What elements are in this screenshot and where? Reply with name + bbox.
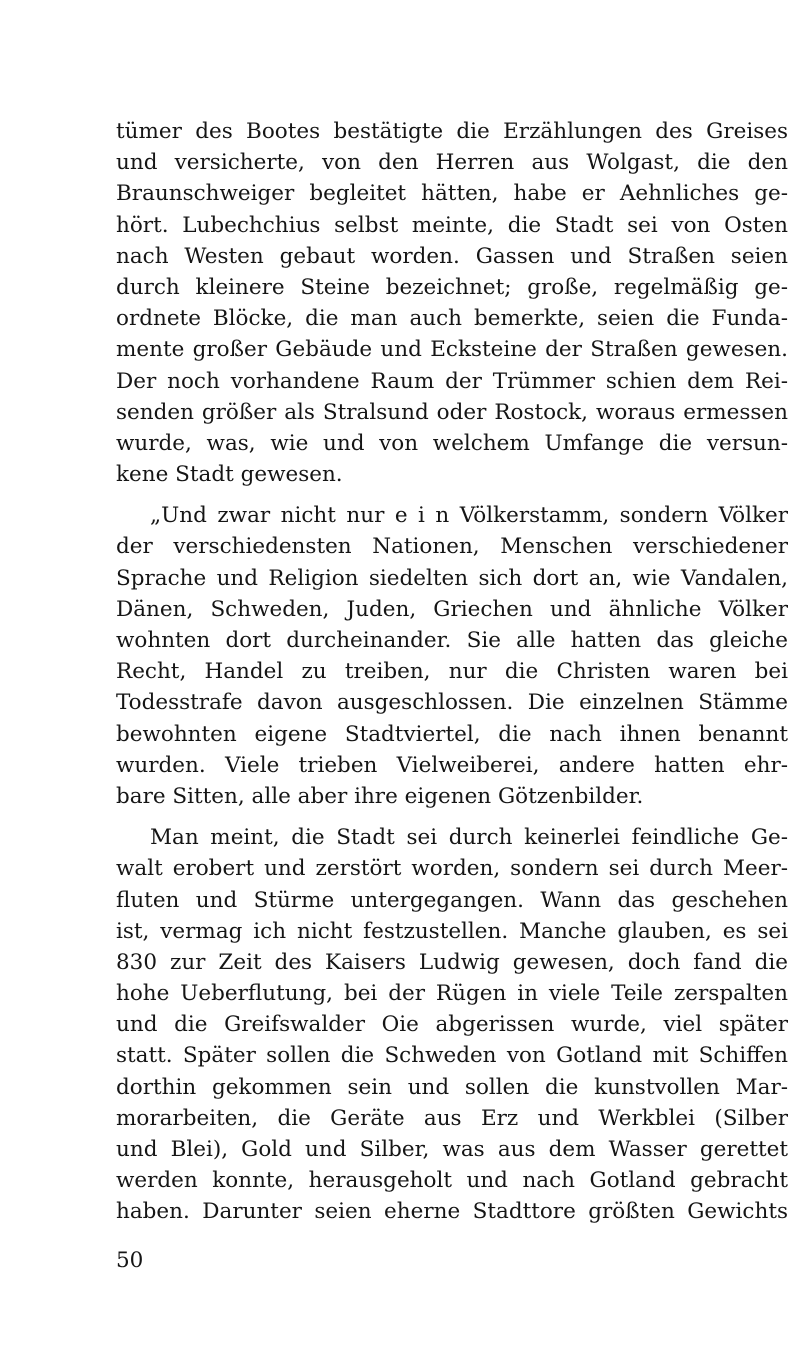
body-text	[116, 116, 788, 1228]
text-line: Todesstrafe davon ausgeschlossen. Die einzelnen Stämme	[116, 690, 788, 716]
text-line: dorthin gekommen sein und sollen die kunstvollen Mar-	[116, 1074, 788, 1100]
paragraph-3	[116, 822, 788, 1227]
text-line: Sprache und Religion siedelten sich dort an, wie Vandalen,	[116, 565, 788, 591]
text-line: Dänen, Schweden, Juden, Griechen und ähnliche Völker	[116, 596, 788, 622]
text-line: Man meint, die Stadt sei durch keinerlei feindliche Ge-	[150, 825, 788, 851]
paragraph-gap	[116, 812, 788, 822]
paragraph-2	[116, 500, 788, 812]
text-line: Braunschweiger begleitet hätten, habe er Aehnliches ge-	[116, 181, 788, 207]
text-line: und die Greifswalder Oie abgerissen wurde, viel später	[116, 1012, 788, 1038]
text-line: und Blei), Gold und Silber, was aus dem Wasser gerettet	[116, 1137, 788, 1162]
text-line: haben. Darunter seien eherne Stadttore größten Gewichts	[116, 1199, 788, 1225]
text-line: und versicherte, von den Herren aus Wolgast, die den	[116, 150, 788, 176]
text-line: hohe Ueberflutung, bei der Rügen in viele Teile zerspalten	[116, 981, 788, 1007]
text-line: durch kleinere Steine bezeichnet; große, regelmäßig ge-	[116, 274, 788, 300]
text-line: der verschiedensten Nationen, Menschen verschiedener	[116, 534, 788, 560]
text-line: werden konnte, herausgeholt und nach Gotland gebracht	[116, 1168, 788, 1194]
text-line: ordnete Blöcke, die man auch bemerkte, seien die Funda-	[116, 306, 788, 332]
text-line: tümer des Bootes bestätigte die Erzählungen des Greises	[116, 119, 788, 144]
text-line: senden größer als Stralsund oder Rostock, woraus ermessen	[116, 399, 788, 425]
text-line: Recht, Handel zu treiben, nur die Christen waren bei	[116, 659, 788, 685]
text-line: wurden. Viele trieben Vielweiberei, andere hatten ehr-	[116, 752, 788, 778]
text-line: „Und zwar nicht nur e i n Völkerstamm, sondern Völker	[150, 503, 788, 529]
text-line: morarbeiten, die Geräte aus Erz und Werkblei (Silber	[116, 1105, 788, 1131]
text-line: 830 zur Zeit des Kaisers Ludwig gewesen, doch fand die	[116, 949, 788, 975]
text-line: bewohnten eigene Stadtviertel, die nach ihnen benannt	[116, 721, 788, 747]
text-line: bare Sitten, alle aber ihre eigenen Götzenbilder.	[116, 783, 644, 809]
paragraph-1	[116, 116, 788, 490]
text-line: kene Stadt gewesen.	[116, 462, 343, 488]
text-line: ist, vermag ich nicht festzustellen. Manche glauben, es sei	[116, 918, 788, 944]
text-line: wohnten dort durcheinander. Sie alle hatten das gleiche	[116, 628, 788, 653]
text-line: Der noch vorhandene Raum der Trümmer schien dem Rei-	[116, 368, 788, 394]
page-number: 50	[116, 1248, 144, 1273]
text-line: hört. Lubechchius selbst meinte, die Stadt sei von Osten	[116, 212, 788, 238]
paragraph-gap	[116, 490, 788, 500]
text-line: wurde, was, wie und von welchem Umfange die versun-	[116, 430, 788, 456]
text-line: mente großer Gebäude und Ecksteine der Straßen gewesen.	[116, 337, 788, 363]
text-line: statt. Später sollen die Schweden von Gotland mit Schiffen	[116, 1043, 788, 1069]
text-line: fluten und Stürme untergegangen. Wann das geschehen	[116, 887, 788, 913]
text-line: walt erobert und zerstört worden, sondern sei durch Meer-	[116, 856, 788, 882]
text-line: nach Westen gebaut worden. Gassen und Straßen seien	[116, 243, 788, 269]
